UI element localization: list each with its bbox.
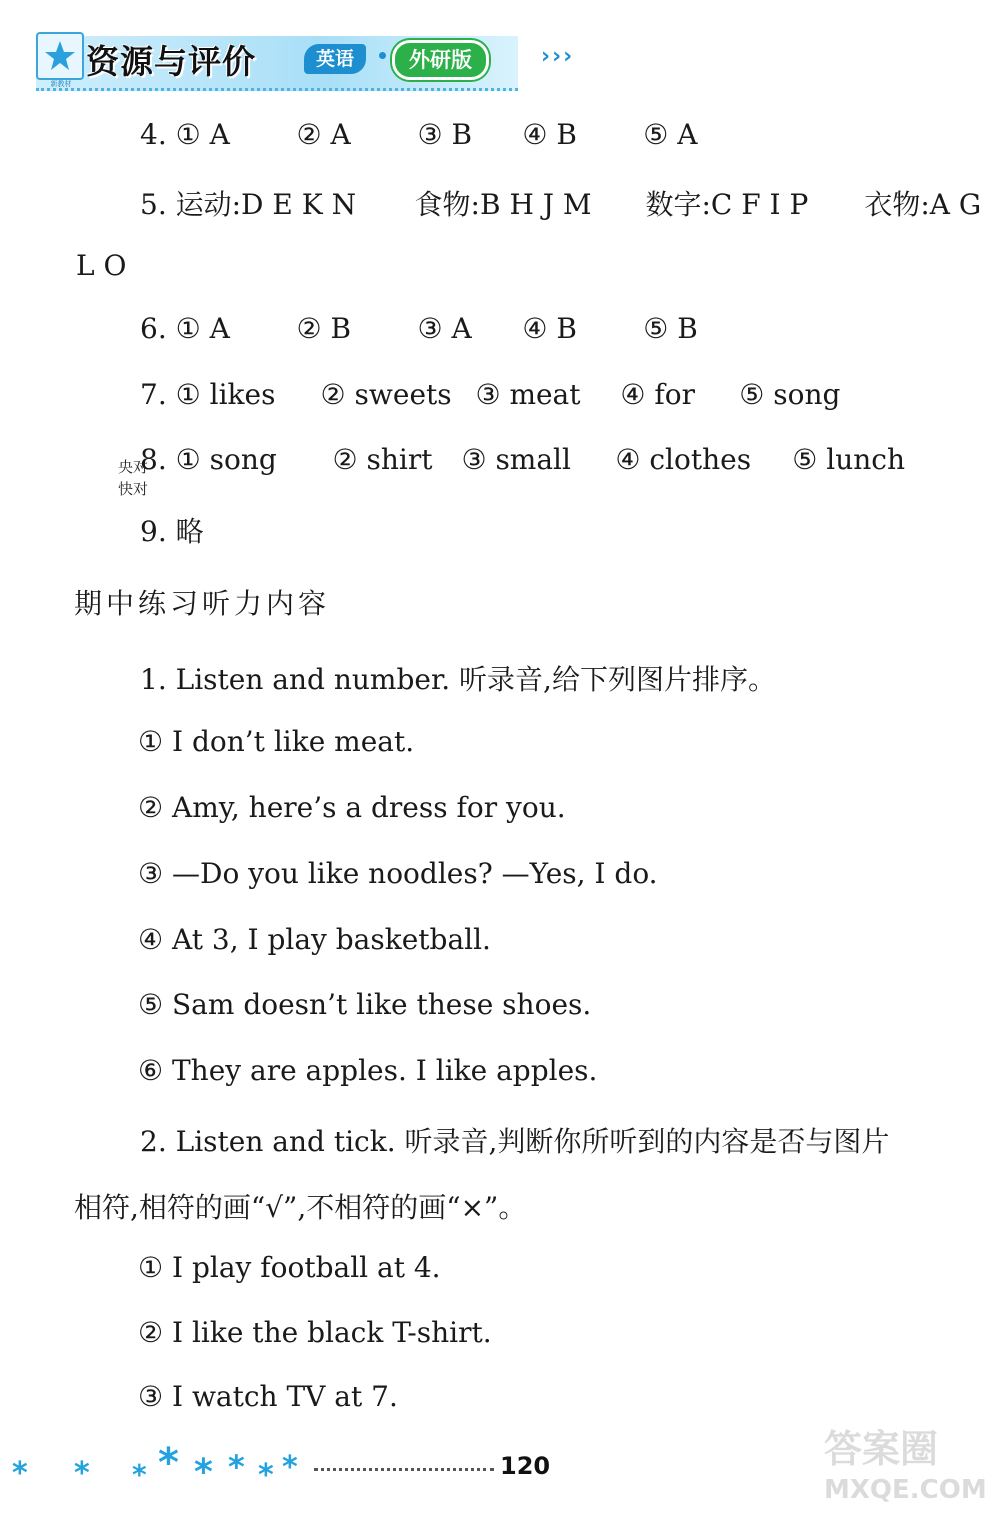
answer-item: ③ small	[461, 443, 571, 476]
question-number: 4.	[140, 118, 167, 151]
star-logo-icon	[43, 39, 77, 73]
watermark-text: 答案圈	[824, 1427, 939, 1471]
edition-badge: 外研版	[392, 40, 489, 80]
page-number: 120	[500, 1452, 551, 1480]
answer-q8	[140, 443, 905, 476]
answer-item: ④ B	[522, 312, 577, 345]
asterisk-icon: *	[282, 1450, 298, 1485]
logo-caption: 新教材	[50, 80, 72, 88]
part1-item: ⑤ Sam doesn’t like these shoes.	[138, 988, 592, 1021]
margin-note-line: 央对	[118, 458, 149, 476]
answer-item: ④ clothes	[615, 443, 752, 476]
margin-note-line: 快对	[118, 480, 149, 498]
answer-item: ⑤ B	[643, 312, 698, 345]
question-number: 9.	[140, 515, 167, 548]
part2-item: ③ I watch TV at 7.	[138, 1380, 398, 1413]
part2-title-continued: 相符,相符的画“√”,不相符的画“×”。	[74, 1191, 527, 1224]
question-number: 6.	[140, 312, 167, 345]
asterisk-icon: *	[132, 1458, 147, 1491]
asterisk-icon: *	[194, 1452, 213, 1493]
answer-q9	[140, 510, 204, 550]
answer-item: ③ B	[417, 118, 473, 151]
answer-item: ⑤ song	[739, 378, 841, 411]
answer-item: ⑤ A	[643, 118, 698, 151]
part1-item: ④ At 3, I play basketball.	[138, 923, 491, 956]
logo	[36, 32, 84, 80]
answer-group: 衣物:A G	[864, 188, 982, 221]
book-title: 资源与评价	[86, 42, 256, 81]
watermark-logo	[820, 1420, 990, 1506]
watermark-url: MXQE.COM	[824, 1475, 987, 1505]
answer-group: 运动:D E K N	[175, 188, 357, 221]
part2-item: ② I like the black T-shirt.	[138, 1316, 492, 1349]
question-number: 8.	[140, 443, 167, 476]
question-number: 7.	[140, 378, 167, 411]
asterisk-icon: *	[228, 1448, 245, 1486]
answer-q7	[140, 378, 840, 411]
answer-item: ③ meat	[475, 378, 581, 411]
part1-item: ③ —Do you like noodles? —Yes, I do.	[138, 857, 658, 890]
answer-item: ② shirt	[332, 443, 433, 476]
section-heading: 期中练习听力内容	[74, 587, 331, 620]
answer-item: ② sweets	[320, 378, 452, 411]
answer-item: ② B	[296, 312, 352, 345]
answer-item: ② A	[296, 118, 351, 151]
answer-item: 略	[175, 515, 204, 548]
answer-item: ① A	[175, 118, 230, 151]
answer-q5-continuation: L O	[76, 249, 127, 282]
part1-title: 1. Listen and number. 听录音,给下列图片排序。	[140, 663, 776, 696]
part2-item: ① I play football at 4.	[138, 1251, 441, 1284]
part1-item: ② Amy, here’s a dress for you.	[138, 791, 566, 824]
header-banner	[36, 30, 575, 92]
answer-item: ④ B	[522, 118, 577, 151]
answer-item: ③ A	[417, 312, 472, 345]
answer-q4	[140, 118, 697, 151]
asterisk-icon: *	[258, 1458, 274, 1493]
chevron-right-icon: ›››	[541, 44, 575, 69]
answer-group: 食物:B H J M	[414, 188, 592, 221]
separator-dot	[379, 52, 386, 59]
answer-item: ① song	[175, 443, 277, 476]
answer-item: ⑤ lunch	[792, 443, 905, 476]
asterisk-icon: *	[12, 1456, 28, 1491]
answer-item: ① likes	[175, 378, 276, 411]
part1-item: ① I don’t like meat.	[138, 725, 415, 758]
asterisk-icon: *	[74, 1456, 90, 1491]
decorative-stars	[12, 1440, 312, 1500]
answer-group: 数字:C F I P	[645, 188, 809, 221]
answer-q5	[140, 183, 981, 223]
question-number: 5.	[140, 188, 167, 221]
answer-q6	[140, 312, 698, 345]
answer-item: ④ for	[620, 378, 695, 411]
asterisk-icon: *	[158, 1440, 179, 1486]
part2-title: 2. Listen and tick. 听录音,判断你所听到的内容是否与图片	[140, 1125, 890, 1158]
answer-item: ① A	[175, 312, 230, 345]
part1-item: ⑥ They are apples. I like apples.	[138, 1054, 598, 1087]
dotted-leader	[314, 1464, 494, 1471]
subject-badge: 英语	[304, 44, 366, 74]
